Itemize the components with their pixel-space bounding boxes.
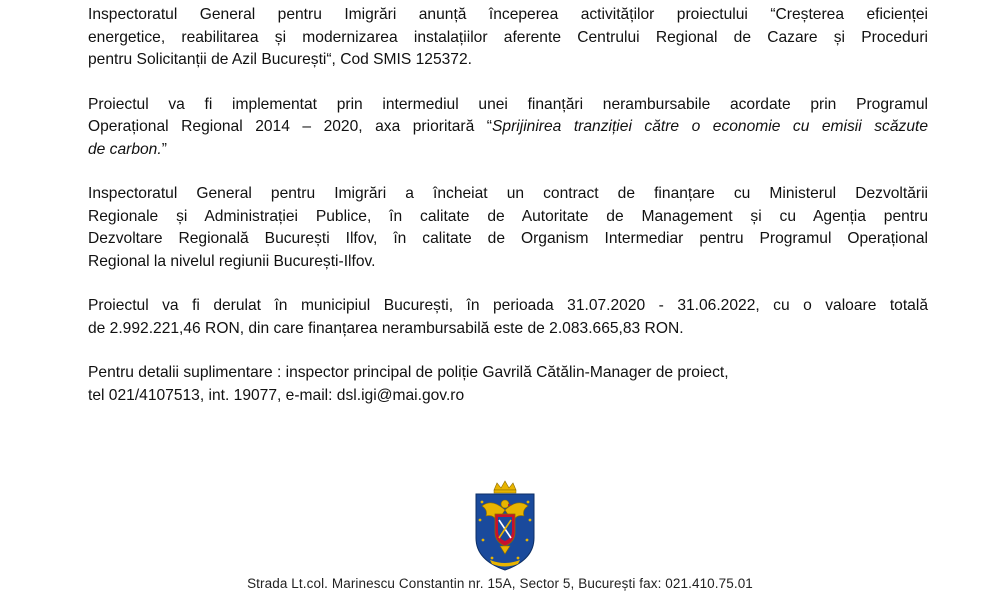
paragraph-duration-value [88,295,928,340]
paragraph-contract [88,183,928,273]
text-line: Proiectul va fi derulat în municipiul București, în perioada 31.07.2020 - 31.06.2022, cu o valoare totală [88,297,928,314]
text-line: Dezvoltare Regională București Ilfov, în calitate de Organism Intermediar pentru Programul Operațional [88,230,928,247]
paragraph-announcement [88,4,928,72]
text-line: Regionale și Administrației Publice, în calitate de Autoritate de Management și cu Agenția pentru [88,207,928,225]
priority-axis-italic: Sprijinirea tranziției către o economie cu emisii scăzute [492,118,928,135]
text-line [88,139,928,162]
paragraph-financing [88,94,928,162]
priority-axis-italic-end: de carbon. [88,140,162,158]
text-line [88,116,928,139]
text-line: pentru Solicitanții de Azil București“, Cod SMIS 125372. [88,51,472,68]
text-line: Regional la nivelul regiunii București-Ilfov. [88,252,376,270]
coat-of-arms-icon [470,480,540,572]
crown-icon [494,481,516,493]
text-line: Inspectoratul General pentru Imigrări a încheiat un contract de finanțare cu Ministerul Dezvoltării [88,185,928,202]
text-line: tel 021/4107513, int. 19077, e-mail: dsl.igi@mai.gov.ro [88,386,465,404]
paragraph-contact [88,362,928,407]
text-segment: ” [161,140,167,158]
text-segment: Operațional Regional 2014 – 2020, axa prioritară “ [88,118,492,135]
text-line: energetice, reabilitarea și modernizarea instalațiilor aferente Centrului Regional de Cazare și Proceduri [88,28,928,46]
text-line: Inspectoratul General pentru Imigrări anunță începerea activităților proiectului “Creșterea eficienței [88,6,928,23]
footer-address: Strada Lt.col. Marinescu Constantin nr. 15A, Sector 5, București fax: 021.410.75.01 [247,576,753,591]
text-line: Pentru detalii suplimentare : inspector principal de poliție Gavrilă Cătălin-Manager de proiect, [88,364,729,381]
press-release-body [88,4,928,429]
text-line: de 2.992.221,46 RON, din care finanțarea nerambursabilă este de 2.083.665,83 RON. [88,319,684,337]
text-line: Proiectul va fi implementat prin intermediul unei finanțări nerambursabile acordate prin Programul [88,95,928,113]
